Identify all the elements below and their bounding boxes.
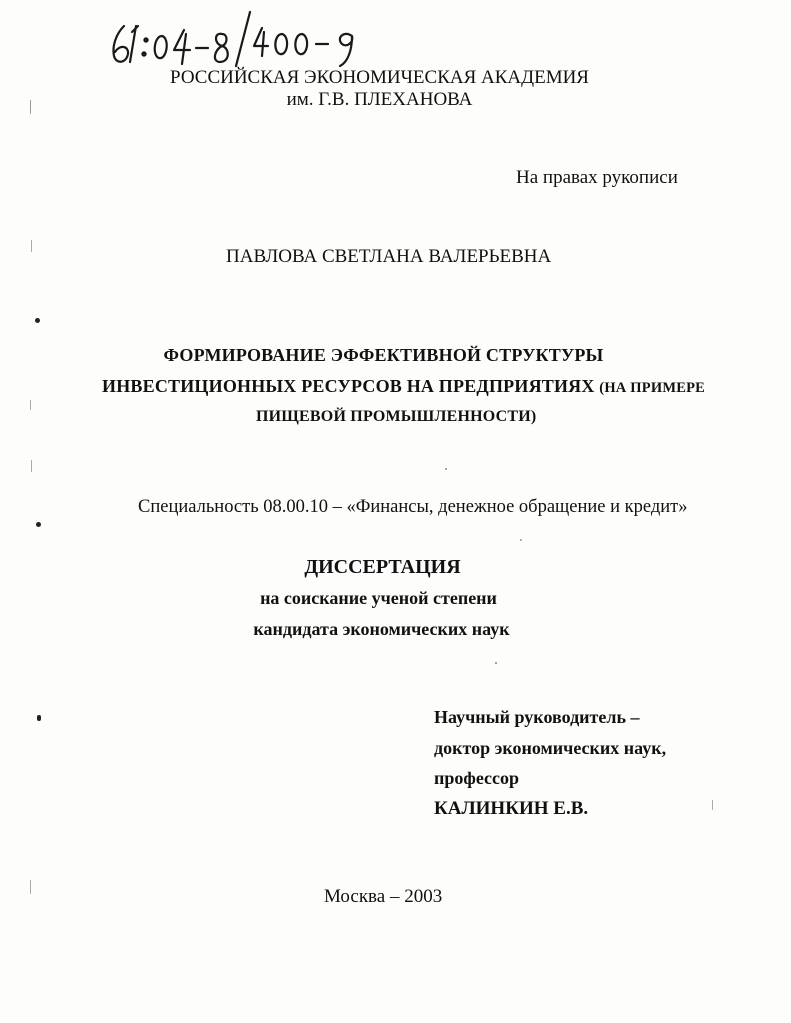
author-name: ПАВЛОВА СВЕТЛАНА ВАЛЕРЬЕВНА	[226, 246, 552, 267]
dissertation-title-line3: ПИЩЕВОЙ ПРОМЫШЛЕННОСТИ)	[256, 408, 537, 425]
scan-margin-marks	[0, 0, 60, 1023]
degree-line1: на соискание ученой степени	[260, 588, 497, 608]
handwritten-archive-code	[104, 4, 374, 74]
dissertation-title-line2-suffix: (НА ПРИМЕРЕ	[599, 380, 706, 396]
manuscript-rights-note: На правах рукописи	[516, 167, 678, 188]
place-and-year: Москва – 2003	[324, 886, 443, 907]
scan-speck	[495, 662, 497, 664]
dissertation-title-line1: ФОРМИРОВАНИЕ ЭФФЕКТИВНОЙ СТРУКТУРЫ	[163, 345, 604, 365]
document-type-heading: ДИССЕРТАЦИЯ	[304, 556, 461, 578]
degree-line2: кандидата экономических наук	[253, 619, 510, 639]
supervisor-degree: доктор экономических наук,	[434, 738, 667, 758]
dissertation-title-line2-main: ИНВЕСТИЦИОННЫХ РЕСУРСОВ НА ПРЕДПРИЯТИЯХ	[102, 376, 595, 396]
scan-speck	[445, 468, 447, 470]
dissertation-title-line2	[102, 374, 705, 400]
supervisor-role: Научный руководитель –	[434, 707, 640, 727]
institution-name: РОССИЙСКАЯ ЭКОНОМИЧЕСКАЯ АКАДЕМИЯ	[170, 67, 589, 88]
institution-namesake: им. Г.В. ПЛЕХАНОВА	[286, 89, 473, 110]
scan-speck	[712, 800, 713, 810]
scan-speck	[520, 539, 522, 541]
specialty-line: Специальность 08.00.10 – «Финансы, денежное обращение и кредит»	[138, 497, 688, 517]
supervisor-name: КАЛИНКИН Е.В.	[434, 798, 589, 819]
supervisor-rank: профессор	[434, 768, 520, 788]
